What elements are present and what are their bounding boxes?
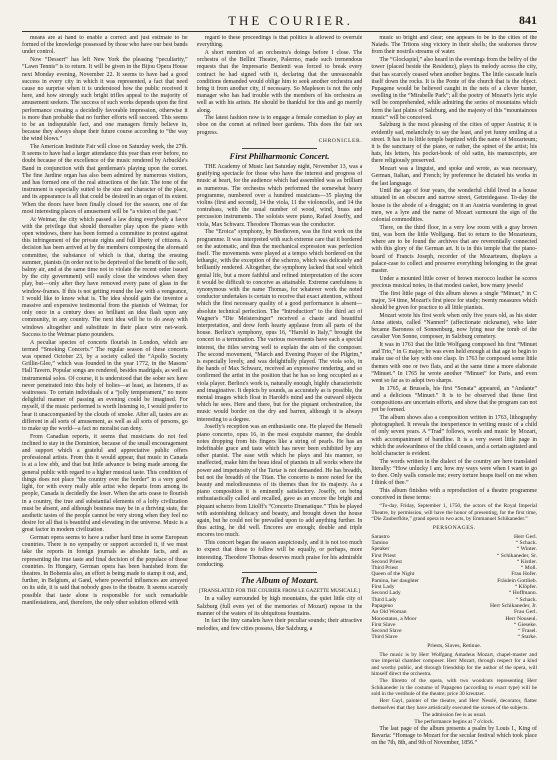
paragraph: Joseffy's reception was an enthusiastic one. He played the Henselt piano concerto, opus 16, in the most exquisite manner, the double notes dropping from his fingers like a string of pearls. He has an indefinable grace and taste which has never been exhibited by any other pianist. The ease with which he plays and his manner, so unaffected, make him the beau ideal of pianists in all works where the power and impetuosity of the Tartar is not demanded. He has breadth, but not the breadth of the Titan. The concerto is more noted for the beauty and melodiousness of its themes than for its majesty. As a piano composition it is eminently satisfactory. Joseffy, on being enthusiastically called and recalled, gave as an encore the bright and piquant scherzo from Litolff's “Concerto Dramatique.” This he played with astonishing delicacy and beauty, and brought down the house again, but he could not be prevailed upon to add anything further. In thus acting, he did well. Encores are enough; double and triple encores too much. — [196, 424, 363, 539]
page-header — [22, 10, 537, 32]
cast-role: Pamina, her daughter — [371, 577, 420, 584]
cast-role: Monostatos, a Moor — [371, 615, 417, 622]
cast-role: Third Slave — [371, 634, 398, 641]
cast-role: Queen of the Night — [371, 571, 415, 578]
column-1 — [22, 35, 188, 760]
column-3 — [371, 35, 537, 760]
cast-footer: Priests, Slaves, Retinue. — [427, 642, 482, 649]
cast-actor: “ Schack. — [515, 596, 538, 603]
columns — [22, 35, 537, 760]
programme-note: The admission fee is as usual. — [421, 711, 487, 718]
cast-role: Second Slave — [371, 628, 402, 635]
programme-note: The music is by Herr Wolfgang Amadeus Mozart, chapel-master and true imperial chamber composer. Herr Mozart, through respect for a kind and worthy public, and through friendship for the author of the opera, will himself direct the orchestra. — [371, 651, 538, 678]
cast-role: Third Priest — [371, 565, 398, 572]
cast-role: Second Lady — [371, 590, 401, 597]
paragraph: A peculiar species of concerts flourish in London, which are termed “Smoking Concerts.” The regular season of these concerts was opened October 23, by a society called the “Apollo Society Grillin-Glee,” which was founded in the year 1772, in the Masons' Hall Tavern. Popular songs are rendered, besides madrigals, as well as instrumental solos. Of course, it is understood that the sober sex have never penetrated into this holy of holies—at least, as listeners, if as waitresses. To certain individuals of a “jolly temperament,” no more delightful manner of passing an evening could be imagined. For myself, if the music performed is worth listening to, I would prefer to hear it unaccompanied by the clouds of smoke. After all, tastes are as different in all sorts of amusement, as well as all sorts of persons, go to make up the world—a fact no moralist can deny. — [22, 339, 188, 432]
cast-actor: “ Gieseke. — [513, 621, 538, 628]
programme-note: The libretto of the opera, with two woodcuts representing Herr Schikaneder in the costume of Papageno (according to exact type) will be sold in the vestibule of the theatre; price 30 kreutzer. — [371, 678, 538, 698]
paragraph: A short mention of an orchestra's doings before I close. The orchestra of the Bellini Theatre, Palermo, made such tremendous requests that the Impresario Benienti was forced to break every contract he had signed with it, declaring that the unreasonable conditions demanded would oblige him to seek another orchestra and bring it from another city, if necessary. So Mapleson is not the only manager who has had trouble with the members of his orchestra as well as with his artists. He should be thankful for this and go merrily along. — [196, 49, 363, 114]
cast-role: Third Lady — [371, 596, 397, 603]
paragraph: The “Glockspiel,” also heard in the evenings from the belfry of the tower (placed beside the Residenz), plays its melody across the city, that has scarcely ceased when another begins. The little cascade hurls itself down the rocks. It is the Ponte of the church that is the object. Pupagene would be believed caught in the nets of a clever hunter, swelling in the “Mirabelle Park”; all the poetry of Mozart's lyric style will be comprehended, while admiring the series of mountains which form the last plains of Salzburg, and the majesty of this “mountainous music” will be conceived. — [371, 57, 538, 121]
paragraph: music so bright and clear; one appears to be in the cities of the Naiads. The Tritons sing victory in their shells; the seahorses throw from their nostrils streams of water. — [371, 35, 538, 56]
cast-role: First Lady — [371, 584, 395, 591]
paragraph: German opera seems to have a rather hard time in some European countries. There is no sympathy or support accorded it, if we must take the reports in foreign journals as absolute facts, and as representing the true taste and final decision of the populace of those countries. In Hungary, German opera has been banished from the theatres. In Bohemia also, an effort is being made to stamp it out, and, further, in Belgium, at Gand, where powerful influences are arrayed on its side, it is said that nobody goes to the theatre. It seems scarcely possible that taste alone is responsible for such remarkable manifestations, and, therefore, the only other solution offered with — [22, 535, 188, 606]
cast-role: An Old Woman — [371, 609, 407, 616]
programme-note: The performance begins at 7 o'clock. — [414, 718, 495, 725]
cast-actor: “ Kistler. — [516, 558, 538, 565]
author-signature: CHRONICLER. — [318, 137, 363, 144]
paragraph: In a valley surrounded by high mountains, the quiet little city of Salzburg (full even yet of the memories of Mozart) repose in the manner of the waters of its ubiquitous fountains. — [196, 596, 363, 617]
cast-actor: Herr Gerl. — [514, 533, 538, 540]
cast-role: Speaker — [371, 546, 390, 553]
article-heading: The Album of Mozart. — [240, 574, 319, 585]
paragraph: This album finishes with a reproduction of a theatre programme conceived in these terms: — [371, 488, 538, 502]
paragraph: Mozart was a linguist, and spoke and wrote, as was necessary, German, Italian, and French; by preference he dictated his works in the last language. — [371, 166, 538, 187]
cast-actor: “ Klöpfer. — [514, 584, 538, 591]
paragraph: The first little page of this album shows a single “Minuet,” in C major, 3/4 time, Mozart's first piece for study; twenty measures which should be given for practice to all little pianists. — [371, 290, 538, 312]
cast-role: Sarastro — [371, 533, 390, 540]
paragraph: It was in 1761 that the little Wolfgang composed his first “Minuet and Trio,” in G major; he was even held enough at that age to begin to make use of the key with one clasp. In 1763 he composed some little themes with one or two flats, and at the same time a more elaborate “Minuet.” In 1765 he wrote another “Minuet” for Paris, and even went so far as to adopt two sharps. — [371, 342, 538, 385]
page-number: 841 — [519, 13, 537, 27]
cast-heading: PERSONAGES. — [432, 524, 476, 531]
article-subheading: [TRANSLATED FOR THE COURIER FROM LE GAZETTE MUSICALE.] — [199, 587, 361, 594]
programme-intro: “To-day, Friday, September 1, 1750, the actors of the Royal Imperial Theatre, by permission, will have the honor of presenting, for the first time, “Die Zauberflöte,” grand opera in two acts, by Emmanuel Schikaneder.” — [371, 503, 538, 522]
paragraph: means are at hand to enable a correct and just estimate to be formed of the knowledge possessed by those who have our best bands under control. — [22, 35, 188, 56]
cast-role: Second Priest — [371, 558, 402, 565]
masthead: THE COURIER. — [228, 12, 353, 28]
cast-row — [371, 634, 537, 640]
paragraph: Now “Dessert” has left New York the pleasing “peculiarity,” “Lawn Tennis” is to return. It will be given in the Bijou Opera House next Monday evening, November 22. It seems to have had a good success in every city in which it was represented, a fact that need cause no surprise when it is understood how the public received it here, and how strongly such bright trifles appeal to the majority of amusement seekers. The success of such works depends upon the first performance creating a decidedly favorable impression, otherwise it is more than probable that no further efforts will succeed. This seems to be an indisputable fact, and one managers firmly believe in, because they always shape their future course according to “the way the wind blows.” — [22, 57, 188, 143]
cast-actor: Frau Gerl. — [514, 609, 538, 616]
paragraph: regard to these proceedings is that politics is allowed to overrule everything. — [196, 35, 363, 49]
cast-actor: “ Hoffmann. — [508, 590, 538, 597]
cast-actor: “ Moll. — [520, 565, 538, 572]
cast-actor: Fräulein Gottlieb. — [497, 577, 538, 584]
cast-actor: “ Schikaneder, Sr. — [496, 552, 538, 559]
cast-table — [371, 534, 537, 641]
paragraph: From Canadian reports, it seems that musicians do not feel inclined to stay in the Dominion, because of the small encouragement and support which a grateful and appreciative public offers professional artists. From this it would appear, that music in Canada is at a low ebb, and that but little advance is being made among the general public with regard to a higher musical taste. This condition of things does not place “the country over the border” in a very good light, for with every really able artist who departs from among its people, Canada is decidedly the loser. When the arts cease to flourish in a country, the true and substantial elements of a lofty civilization must be absent, and although business may be in a thriving state, the aesthetic tastes of the people cannot be very strong when they feel no desire for all that is beautiful and elevating in the universe. Music is a great factor in modern civilization. — [22, 433, 188, 534]
programme-note: Herr Gayl, painter of the theatre, and Herr Nesslé, decorator, flatter themselves that they have artistically executed the scenes of the subjects. — [371, 698, 538, 711]
cast-actor: Frau Hofer. — [511, 571, 538, 578]
paragraph: The “Eroica” symphony, by Beethoven, was the first work on the programme. It was interpreted with such extreme care that it bordered on the automatic, and thus the mechanical expression was perfection itself. The movements were played at a tempo which bordered on the lethargic, with the exception of the scherzo, which was delicately and brilliantly rendered. Altogether, the symphony lacked that soul which genial life, but a more faithful and refined interpretation of the score it would be difficult to conceive as attainable. Extreme carefulness is synonymous with the name Thomas, for whatever work the noted conductor undertakes is certain to receive that exact attention, without which the first necessary quality of a good performance is absent—absolute technical perfection. The “Introduction” to the third act of Wagner's “Die Meistersinger” received a chaste and beautiful interpretation, and drew forth hearty applause from all parts of the house. Berlioz's symphony, opus 16, “Harold in Italy,” brought the concert to a termination. The various movements have each a special interest, the titles serving well to explain the aim of the composer. The second movement, “March and Evening Prayer of the Pilgrim,” is especially lovely, and was delightfully played. The viola solo, in the hands of Max Schwarz, received an expressive rendering, and so confirmed the artist in the position that he has so long occupied as a viola player. Berlioz's work is, naturally enough, highly characteristic and imaginative. It depicts by sounds, as accurately as is possible, the mental images which float in Harold's mind and the outward objects which he sees. Here and there, but for the piquant orchestration, the music would border on the dry and barren, although it is always interesting to a degree. — [196, 229, 363, 423]
cast-actor: Herr Nouseul. — [505, 615, 538, 622]
article-heading: First Philharmonic Concert. — [229, 151, 330, 162]
paragraph: THE Academy of Music last Saturday night, November 13, was a gratifying spectacle for those who have the interest and progress of music at heart, for the audience which had assembled was as brilliant as numerous. The orchestra which performed the somewhat heavy programme, numbered over a hundred musicians—35 playing the violins (first and second), 14 the viola, 11 the violoncello, and 14 the contrabass, with the usual number of wood, wind, brass and percussion instruments. The soloists were piano, Rafael Joseffy, and viola, Max Schwarz. Theodore Thomas was the conductor. — [196, 164, 363, 228]
paragraph: The album shows also a composition written in 1763, lithography photographed. It reveals the inexperience in writing music of a child of only seven years. A “Trad” follows, words and music by Mozart, with accompaniment of bandline. It is a very sweet little page in which the awkwardness of the child ceases, and a certain agitated and bold character is evident. — [371, 415, 538, 458]
paragraph: There, on the third floor, in a very low room with a gray brown tint, was born the little Wolfgang. But to return to the Mozarteum, where are to be found the archives that are reverentially connected with this glory of the German art. It is in this temple that the piano-board of Francis Joseph, recorder of the Mozarteum, displays a palace-case to collect and preserve everything belonging to the great master. — [371, 224, 538, 274]
paragraph: The latest fashion now is to engage a female comedian to play an oboe on the cornet at refined beer gardens. This does the fair sex progress. — [196, 115, 363, 136]
cast-actor: “ Starke. — [517, 634, 538, 641]
cast-role: First Priest — [371, 552, 396, 559]
cast-role: Papageno — [371, 602, 394, 609]
cast-role: First Slave — [371, 621, 396, 628]
cast-actor: “ Winter. — [516, 546, 538, 553]
column-2 — [197, 35, 363, 760]
paragraph: The words written in the dialect of the country are here translated literally: “How unlucky I am; how my ways were when I want to go to thee. Only walls console me; every torture heaps itself on me when I think of thee.” — [371, 458, 538, 487]
cast-actor: Herr Schikaneder, Jr. — [490, 602, 538, 609]
paragraph: The last page of the album presents a psalm by Louis I., King of Bavaria: “Homage to Mozart for the secular festival which took place on the 7th, 8th, and 9th of November, 1856.” — [371, 725, 538, 747]
paragraph: Mozart wrote his first work when only five years old, as his sister Anna attests, called “Nannerl” (affectionate nickname), who later became Baroness of Sonnenburg, now lying near the tomb of the cavalier Von Sonne, composer, in Salzburg cemetery. — [371, 312, 538, 341]
paragraph: Until the age of four years, the wonderful child lived in a house situated in an obscure and narrow street, Getreidegasse. To-day the house is the abode of a druggist; on it an Austria wandering in great men, we a lyre and the name of Mozart surmount the sign of the colonial commodities. — [371, 188, 538, 224]
paragraph: In fact the tiny canalets have their peculiar sounds; their attractive melodies, and few cities possess, like Salzburg, a — [196, 618, 363, 632]
paragraph: In 1765, at Brussels, his first “Sonata” appeared, an “Andante” and a delicious “Minuet.” It is to be observed that these first compositions are uncertain efforts, and show that the program can not yet be formed. — [371, 385, 538, 414]
paragraph: At Weimar, the city which passed a law doing everybody a favor with the privilege that should thereafter play upon the piano with open windows, there has been formed a committee to protest against this infringement of the private rights and full liberty of citizens. A decision has been arrived at by the members composing the aforesaid committee, the substance of which is that, during the ensuing summer, pianists (in order not to be deprived of the benefit of the soft, balmy air, and at the same time not to violate the recent order issued by the city government) will easily close the windows when they play, but—only after they have removed every pane of glass in the window-frames. If this is not getting round the law with a vengeance, I would like to know what is. The idea should gain the inventor a massive and expensive testimonial from the pianists of Weimar, for only once in a century does so brilliant an idea flash upon any community, in any country. The next idea will be to do away with windows altogether and substitute in their place wire net-work. Success to the Weimar piano pounders. — [22, 216, 188, 338]
paragraph: This concert began the season auspiciously, and it is not too much to expect that those to follow will be equally, or perhaps, more interesting. Theodore Thomas deserves much praise for his admirable conducting. — [196, 540, 363, 568]
paragraph: Salzburg is the most pleasing of the cities of upper Austria; it is evidently sad, melancholy to say the least, and yet funny smiling at a street. It has in its little temple baptized with the name of Mozarteum; it is the sanctuary of the piano, or rather, the spinet of the artist; his hats, his letters, his pocket-book of old satin, his manuscripts, are there religiously preserved. — [371, 122, 538, 165]
cast-role: Tamino — [371, 540, 389, 546]
cast-actor: “ Frasel. — [518, 628, 538, 635]
paragraph: Under a mounted little cover of brown morocco leather he scores precious musical notes, in that modest casket, how many jewels! — [371, 275, 538, 289]
section-divider — [242, 572, 317, 573]
section-divider — [242, 148, 317, 149]
paragraph: The American Institute Fair will close on Saturday week, the 27th. It seems to have had a larger attendance this year than ever before, no doubt because of the excellence of the music rendered by Arbuckle's Band in conjunction with that gentleman's playing upon the cornet. The fine Jardine organ has also been admired by numerous visitors, and has formed one of the real attractions of the fair. The tone of the instrument is especially suited to the size and character of the place, and its appearance is all that could be desired in an organ of its extent. When the doors have been finally closed for the season, one of the most interesting places of amusement will be “a vision of the past.” — [22, 144, 188, 215]
cast-actor: “ Schack. — [515, 540, 538, 546]
